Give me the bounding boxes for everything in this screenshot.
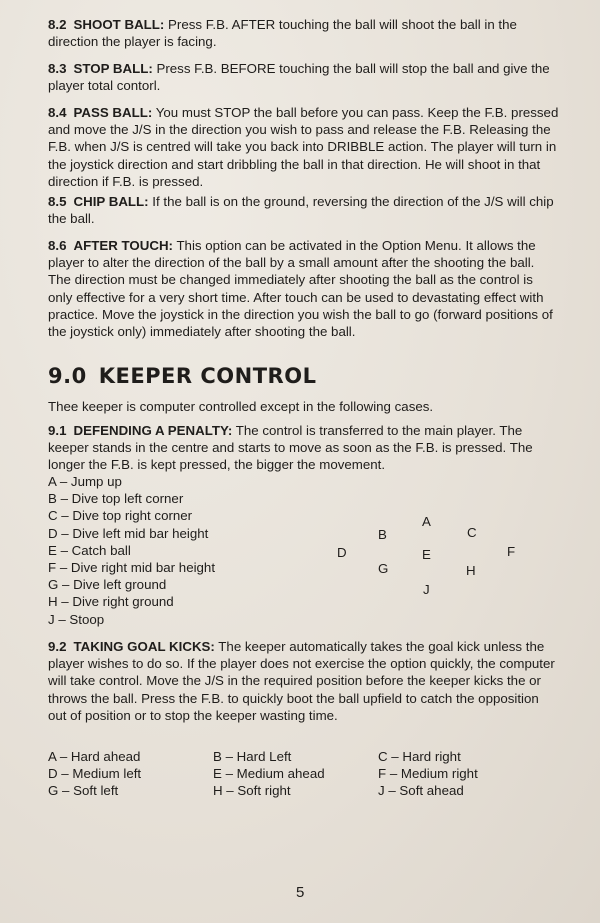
list-item: C – Dive top right corner <box>48 508 193 524</box>
kick-list-col-2 <box>213 748 325 800</box>
diagram-label-j: J <box>423 582 430 597</box>
list-item: H – Dive right ground <box>48 594 174 610</box>
section-heading: TAKING GOAL KICKS: <box>73 639 215 654</box>
list-item: D – Dive left mid bar height <box>48 525 209 541</box>
list-item: D – Medium left <box>48 766 142 782</box>
section-number: 8.5 <box>48 194 67 209</box>
diagram-label-a: A <box>422 514 431 529</box>
section-8-6 <box>48 237 560 340</box>
section-text: You must STOP the ball before you can pass. Keep the F.B. pressed and move the J/S in the direction you wish to pass and release the F.B. Releasing the F.B. when J/S is centred will take you back into DRIBBLE action. The player will turn in the joystick direction and start dribbling the ball in that direction. He will shoot in that direction if F.B. is pressed. <box>48 105 559 189</box>
section-8-5 <box>48 193 560 227</box>
section-text: The keeper automatically takes the goal kick unless the player wishes to do so. If the player does not exercise the option quickly, the computer will take control. Move the J/S in the required position before the keeper kicks the or throws the ball. Press the F.B. to quickly boot the ball upfield to catch the opposition out of position or to stop the keeper wasting time. <box>48 639 555 723</box>
list-item: C – Hard right <box>378 749 461 764</box>
section-text: If the ball is on the ground, reversing the direction of the J/S will chip the ball. <box>48 194 554 227</box>
section-text: Press F.B. AFTER touching the ball will shoot the ball in the direction the player is facing. <box>48 17 517 50</box>
diagram-label-f: F <box>507 544 516 559</box>
diagram-label-h: H <box>466 563 476 578</box>
diagram-label-e: E <box>422 547 431 562</box>
section-8-4 <box>48 104 560 190</box>
diagram-label-d: D <box>337 545 347 560</box>
list-item: A – Hard ahead <box>48 749 141 764</box>
section-heading: SHOOT BALL: <box>73 17 165 32</box>
kick-list-col-3 <box>378 748 478 800</box>
section-heading: DEFENDING A PENALTY: <box>73 423 233 438</box>
section-text: This option can be activated in the Option Menu. It allows the player to alter the direction of the ball by a small amount after the shooting the ball. The direction must be changed immediately after shooting the ball as the control is only effective for a very short time. After touch can be used to devastating effect with practice. Move the joystick in the direction you wish the ball to go (forward positions of the joystick only) immediately after shooting the ball. <box>48 238 553 340</box>
list-item: G – Dive left ground <box>48 577 167 593</box>
section-9-1 <box>48 422 560 474</box>
list-item: B – Hard Left <box>213 749 292 764</box>
list-item: J – Stoop <box>48 611 105 627</box>
section-number: 8.4 <box>48 105 67 120</box>
section-text: Press F.B. BEFORE touching the ball will stop the ball and give the player total contorl. <box>48 61 550 94</box>
list-item: G – Soft left <box>48 783 119 799</box>
list-item: B – Dive top left corner <box>48 491 184 507</box>
section-heading: AFTER TOUCH: <box>73 238 173 253</box>
diagram-label-c: C <box>467 525 477 540</box>
section-number: 8.3 <box>48 61 67 76</box>
section-text: The control is transferred to the main player. The keeper stands in the centre and starts to move as soon as the F.B. is pressed. The longer the F.B. is kept pressed, the bigger the movement. <box>48 423 533 473</box>
list-item: E – Medium ahead <box>213 766 325 782</box>
section-number: 9.1 <box>48 423 67 438</box>
section-number: 8.2 <box>48 17 67 32</box>
section-heading: CHIP BALL: <box>73 194 149 209</box>
diagram-label-g: G <box>378 561 389 576</box>
list-item: E – Catch ball <box>48 542 131 558</box>
list-item: H – Soft right <box>213 783 291 799</box>
diagram-label-b: B <box>378 527 387 542</box>
section-9-intro: Thee keeper is computer controlled except in the following cases. <box>48 399 434 414</box>
section-8-3 <box>48 60 560 94</box>
section-9-2 <box>48 638 560 724</box>
section-heading: PASS BALL: <box>73 105 153 120</box>
kick-list-col-1 <box>48 748 141 800</box>
section-9-title <box>48 364 316 388</box>
section-8-2 <box>48 16 560 50</box>
dive-list <box>48 473 215 628</box>
list-item: A – Jump up <box>48 474 122 489</box>
page-number: 5 <box>296 884 305 901</box>
section-heading: STOP BALL: <box>73 61 153 76</box>
section-number: 9.2 <box>48 639 67 654</box>
list-item: F – Medium right <box>378 766 478 782</box>
section-number: 8.6 <box>48 238 67 253</box>
list-item: F – Dive right mid bar height <box>48 560 216 576</box>
list-item: J – Soft ahead <box>378 783 464 799</box>
section-number: 9.0 <box>48 364 87 388</box>
section-title: KEEPER CONTROL <box>98 364 317 388</box>
